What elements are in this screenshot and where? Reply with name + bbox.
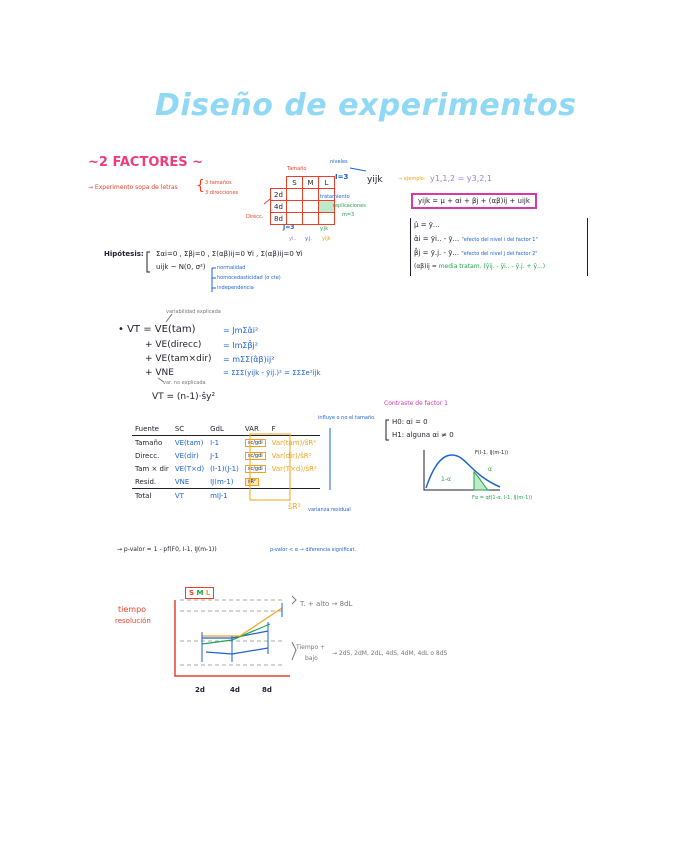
contrast-brace (386, 420, 389, 440)
anova-var-column-box (250, 434, 290, 500)
contrast-critical: Fα = qf(1-α, I-1, IJ(m-1)) (472, 495, 533, 501)
anova-header-var: VAR (244, 424, 259, 433)
experiment-label: → Experimento sopa de letras (88, 184, 178, 191)
f-dist-curve (426, 455, 500, 488)
anova-total-row: Total VT mIJ-1 (135, 491, 228, 500)
anova-row: Tamaño VE(tam) I-1 sc/gdl Var(tam)/ŝR² (135, 438, 317, 447)
anova-header-gdl: GdL (210, 424, 224, 433)
hypotheses-line2: uijk ~ N(0, σ²) (156, 263, 206, 271)
vt-line-1-right: = JmΣα̂i² (223, 326, 259, 335)
interaction-legend: S M L (185, 587, 214, 599)
anova-sr2-note: varianza residual (308, 507, 351, 513)
vt-line-3-right: = mΣΣ(α̂β)ij² (223, 355, 275, 364)
grid-bottom-3: y.jk (320, 226, 329, 232)
estimate-mu: μ̂ = ȳ... (414, 221, 440, 229)
anova-header-sc: SC (174, 424, 185, 433)
grid-bottom-2: y.j. (305, 236, 312, 242)
grid-row-axis: Direcc. (246, 214, 264, 220)
explained-arrow (166, 314, 172, 322)
explained-note: variabilidad explicada (166, 309, 221, 315)
grid-col-l: L (319, 177, 335, 189)
grid-col-s: S (287, 177, 303, 189)
factor-2: 3 direcciones (205, 190, 239, 196)
grid-row-8d: 8d (271, 213, 287, 225)
hypotheses-line1: Σαi=0 , Σβj=0 , Σ(αβ)ij=0 ∀i , Σ(αβ)ij=0 ∀i (156, 250, 303, 258)
anova-row: Resid. VNE IJ(m-1) ŝR² (132, 475, 320, 489)
model-box: yijk = μ + αi + βj + (αβ)ij + uijk (411, 193, 537, 209)
grid-arrow (350, 168, 366, 171)
interaction-guides (180, 600, 282, 665)
hypotheses-bracket (147, 252, 150, 272)
grid-levels-label: niveles (330, 159, 348, 165)
pvalue-formula: → p-valor = 1 - pf(F0, I-1, IJ(m-1)) (117, 546, 217, 553)
anova-influence-note: influye o no el tamaño (318, 415, 375, 421)
grid-I: I=3 (335, 173, 349, 181)
interaction-braces (292, 596, 296, 660)
vt-line-4-left: + VNE (145, 368, 174, 378)
grid-row-2d: 2d (271, 189, 287, 201)
anova-sr2: ŝR² (288, 502, 301, 511)
interaction-ylabel-2: resolución (115, 617, 151, 625)
hypotheses-label: Hipótesis: (104, 250, 144, 258)
contrast-h0: H0: αi = 0 (392, 418, 428, 426)
grid-replicas-note: replicaciones (333, 203, 366, 209)
estimate-interaction: (αβ)ij = media tratam. (ȳij. - ȳi.. - ȳ.j. + ȳ...) (414, 263, 546, 270)
f-dist-alpha-area (474, 472, 488, 490)
pvalue-rule: p-valor < α → diferencia significat. (270, 547, 357, 553)
condition-1: normalidad (217, 265, 246, 271)
grid-bottom-4: yijk (322, 236, 331, 242)
contrast-h1: H1: alguna αi ≠ 0 (392, 431, 454, 439)
example-value: y1,1,2 = y3,2,1 (430, 174, 492, 183)
example-label: → ejemplo: (398, 176, 426, 182)
anova-row: Direcc. VE(dir) J-1 sc/gdl Var(dir)/ŝR² (135, 451, 312, 460)
factor-1: 3 tamaños (205, 180, 232, 186)
interaction-ylabel-1: tiempo (118, 605, 147, 614)
contrast-area-label: 1-α (441, 476, 451, 483)
estimate-alpha: α̂i = ȳi.. - ȳ... "efecto del nivel i del factor 1" (414, 235, 538, 243)
interaction-high-note: T. + alto → 8dL (300, 600, 353, 608)
anova-header-f: F (271, 424, 276, 433)
contrast-alpha: α (488, 466, 492, 473)
interaction-low-note-a: Tiempo + (296, 644, 326, 651)
condition-3: independencia (217, 285, 254, 291)
f-dist-axes (424, 450, 500, 490)
interaction-low-note-list: → 2dS, 2dM, 2dL, 4dS, 4dM, 4dL o 8dS (332, 650, 448, 657)
grid-bottom-1: yi.. (289, 236, 297, 242)
interaction-xtick-2d: 2d (195, 686, 205, 694)
grid-m: m=3 (342, 212, 355, 218)
anova-header-fuente: Fuente (135, 424, 159, 433)
conditions-bracket (212, 268, 216, 292)
vt-line-2-left: + VE(direcc) (145, 340, 202, 350)
contrast-curve-label: F(I-1, IJ(m-1)) (475, 450, 509, 456)
vt-sample-variance: VT = (n-1)·ŝy² (152, 392, 216, 402)
contrast-title: Contraste de factor 1 (384, 400, 448, 407)
page-title: Diseño de experimentos (155, 88, 577, 123)
interaction-xtick-4d: 4d (230, 686, 240, 694)
vt-line-2-right: = ImΣβ̂j² (223, 341, 258, 350)
unexplained-arrow (158, 378, 164, 382)
section-heading: ~2 FACTORES ~ (88, 155, 204, 170)
grid-col-m: M (303, 177, 319, 189)
brace: { (196, 178, 205, 194)
unexplained-note: var. no explicada (163, 380, 206, 386)
grid-arrow (264, 199, 270, 204)
grid-yijk: yijk (367, 175, 383, 185)
interaction-low-note-b: bajo (305, 655, 318, 662)
interaction-series-l (202, 608, 282, 636)
vt-line-3-left: + VE(tam×dir) (145, 354, 212, 364)
grid-treatment-note: tratamiento (320, 194, 350, 200)
grid-top-label: Tamaño (287, 166, 307, 172)
vt-line-1-left: • VT = VE(tam) (118, 324, 196, 335)
grid-J: J=3 (283, 224, 295, 231)
vt-line-4-right: = ΣΣΣ(yijk - ȳij.)² = ΣΣΣe²ijk (223, 369, 321, 377)
anova-row: Tam × dir VE(T×d) (I-1)(J-1) sc/gdl Var(T×d)/ŝR² (135, 464, 317, 473)
condition-2: homocedasticidad (σ cte) (217, 275, 281, 281)
interaction-xtick-8d: 8d (262, 686, 272, 694)
grid-row-4d: 4d (271, 201, 287, 213)
estimate-beta: β̂j = ȳ.j. - ȳ... "efecto del nivel j del factor 2" (414, 249, 538, 257)
